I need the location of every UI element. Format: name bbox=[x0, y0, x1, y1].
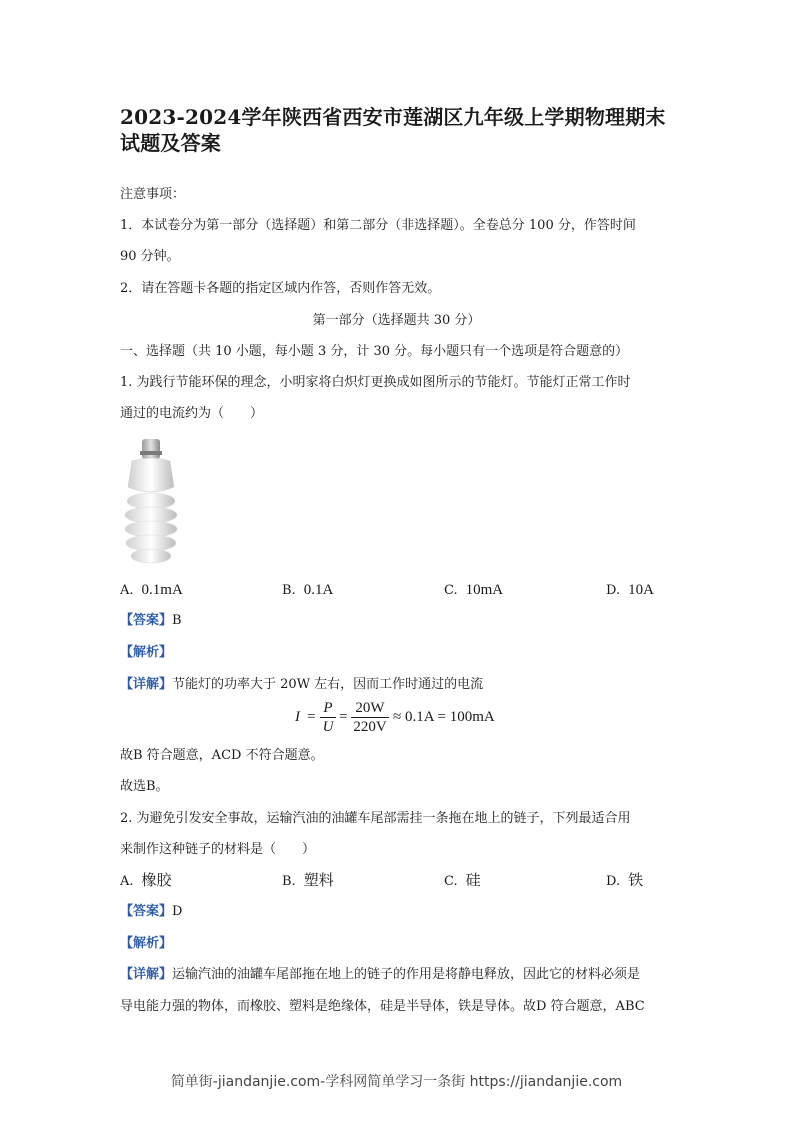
option-value: 10A bbox=[628, 582, 654, 598]
q1-conclusion: 故B 符合题意，ACD 不符合题意。 bbox=[120, 748, 324, 763]
q1-analysis-tag bbox=[120, 644, 172, 662]
answer-value: D bbox=[172, 904, 183, 919]
energy-saving-bulb-image bbox=[118, 437, 184, 567]
detail-tag: 【详解】 bbox=[120, 967, 173, 982]
formula-equals-2: = bbox=[339, 709, 348, 725]
detail-text: 运输汽油的油罐车尾部拖在地上的链子的作用是将静电释放，因此它的材料必须是 bbox=[172, 967, 641, 982]
q2-option-a bbox=[120, 872, 172, 891]
formula-current: I bbox=[295, 709, 300, 725]
formula-fraction-pu bbox=[320, 699, 336, 736]
detail-text: 节能灯的功率大于 20W 左右，因而工作时通过的电流 bbox=[172, 677, 484, 692]
option-letter: B. bbox=[282, 874, 296, 889]
option-value: 0.1mA bbox=[141, 582, 183, 598]
q1-choice: 故选B。 bbox=[120, 779, 169, 794]
q1-option-b bbox=[282, 581, 333, 600]
q1-option-d bbox=[606, 581, 654, 600]
formula-equals-1: = bbox=[307, 709, 316, 725]
detail-tag: 【详解】 bbox=[120, 677, 173, 692]
formula-fraction-values bbox=[351, 699, 389, 736]
option-value: 硅 bbox=[465, 873, 481, 889]
notice-item-2: 2．请在答题卡各题的指定区域内作答，否则作答无效。 bbox=[120, 281, 441, 296]
option-letter: A. bbox=[120, 874, 134, 889]
analysis-tag: 【解析】 bbox=[120, 645, 173, 660]
formula-result: ≈ 0.1A = 100mA bbox=[393, 709, 495, 725]
document-title: 2023-2024学年陕西省西安市莲湖区九年级上学期物理期末试题及答案 bbox=[120, 105, 666, 155]
q2-analysis-tag bbox=[120, 935, 172, 953]
answer-tag: 【答案】 bbox=[120, 904, 173, 919]
q1-option-a bbox=[120, 581, 183, 600]
option-value: 10mA bbox=[465, 582, 504, 598]
q1-stem-line1: 1. 为践行节能环保的理念，小明家将白炽灯更换成如图所示的节能灯。节能灯正常工作时 bbox=[120, 375, 631, 390]
q2-option-b bbox=[282, 872, 334, 891]
q2-detail-line1 bbox=[120, 966, 640, 984]
q2-option-c bbox=[444, 872, 481, 891]
notice-item-1: 1．本试卷分为第一部分（选择题）和第二部分（非选择题）。全卷总分 100 分，作答时间 bbox=[120, 218, 636, 233]
option-letter: D. bbox=[606, 874, 621, 889]
option-letter: C. bbox=[444, 874, 458, 889]
q2-stem-line1: 2. 为避免引发安全事故，运输汽油的油罐车尾部需挂一条拖在地上的链子，下列最适合用 bbox=[120, 811, 631, 826]
q2-answer bbox=[120, 903, 182, 921]
notice-item-1-cont: 90 分钟。 bbox=[120, 249, 180, 264]
page-footer-watermark: 简单街-jiandanjie.com-学科网简单学习一条街 https://jiandanjie.com bbox=[170, 1074, 623, 1090]
option-letter: C. bbox=[444, 583, 458, 598]
formula-power: P bbox=[320, 699, 336, 718]
q1-formula bbox=[295, 697, 515, 739]
option-value: 0.1A bbox=[303, 582, 334, 598]
part1-heading: 第一部分（选择题共 30 分） bbox=[312, 313, 481, 328]
notice-heading: 注意事项： bbox=[120, 187, 186, 202]
analysis-tag: 【解析】 bbox=[120, 936, 173, 951]
q1-option-c bbox=[444, 581, 503, 600]
q2-detail-line2: 导电能力强的物体，而橡胶、塑料是绝缘体，硅是半导体，铁是导体。故D 符合题意，ABC bbox=[120, 999, 645, 1014]
option-value: 橡胶 bbox=[141, 873, 172, 889]
formula-numerator: 20W bbox=[351, 699, 389, 718]
q1-answer bbox=[120, 612, 182, 630]
formula-denominator: 220V bbox=[353, 719, 387, 735]
q1-detail bbox=[120, 676, 483, 694]
option-letter: D. bbox=[606, 583, 621, 598]
option-value: 铁 bbox=[628, 873, 644, 889]
section-heading: 一、选择题（共 10 小题，每小题 3 分，计 30 分。每小题只有一个选项是符合题意的） bbox=[120, 344, 629, 359]
q1-stem-line2: 通过的电流约为（ ） bbox=[120, 406, 264, 421]
option-letter: B. bbox=[282, 583, 296, 598]
option-value: 塑料 bbox=[303, 873, 334, 889]
formula-voltage: U bbox=[322, 719, 334, 735]
option-letter: A. bbox=[120, 583, 134, 598]
q2-stem-line2: 来制作这种链子的材料是（ ） bbox=[120, 842, 316, 857]
q2-option-d bbox=[606, 872, 643, 891]
answer-tag: 【答案】 bbox=[120, 613, 173, 628]
answer-value: B bbox=[172, 613, 182, 628]
